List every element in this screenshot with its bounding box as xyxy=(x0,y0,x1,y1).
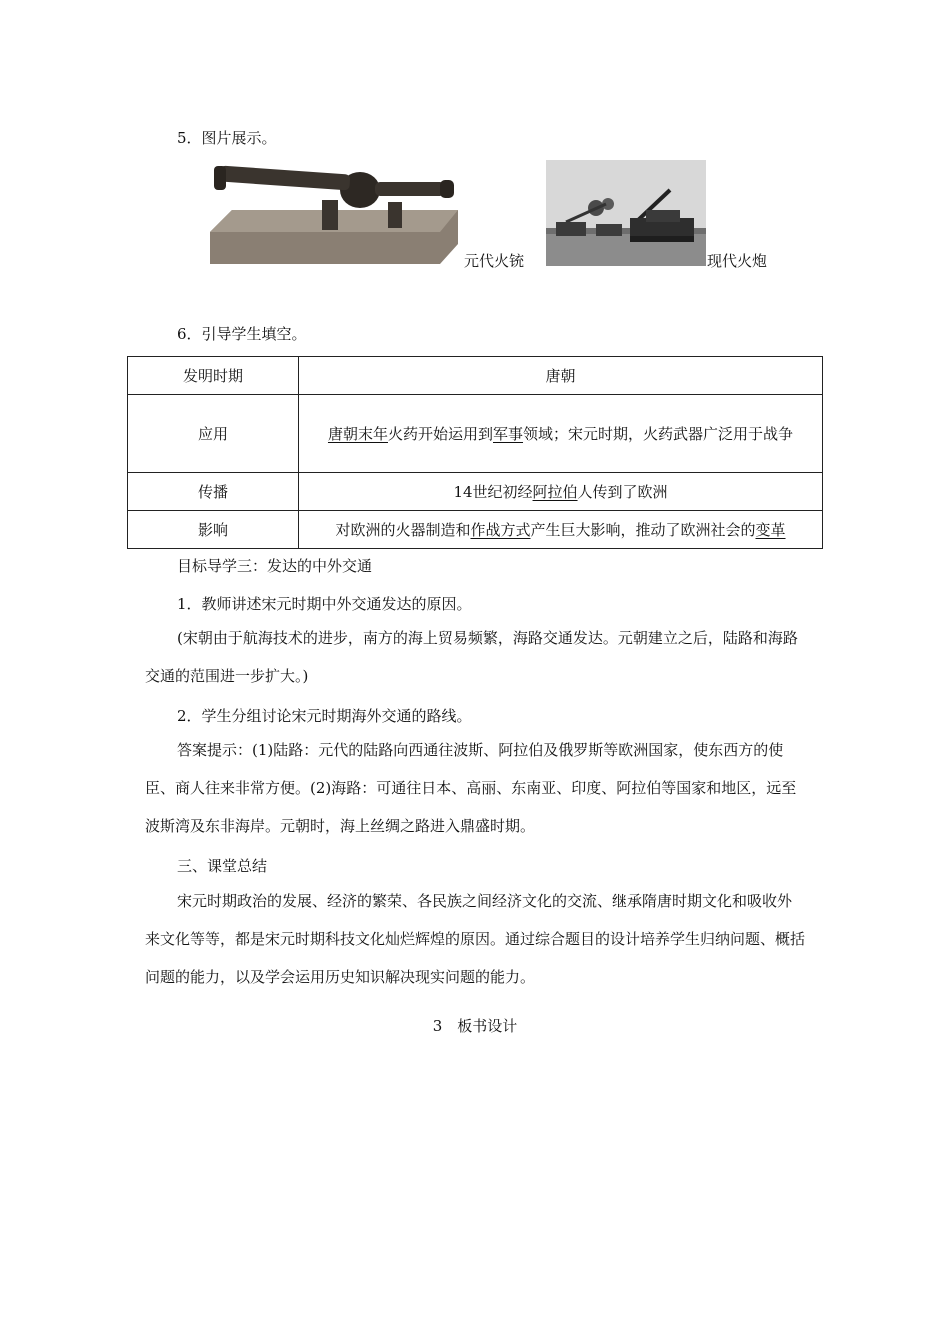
table-row xyxy=(128,395,823,473)
goal3-item2: 2．学生分组讨论宋元时期海外交通的路线。 xyxy=(177,707,472,725)
section6-heading: 6．引导学生填空。 xyxy=(177,325,307,343)
table-cell: 对欧洲的火器制造和作战方式产生巨大影响，推动了欧洲社会的变革 xyxy=(299,511,823,549)
blank-answer: 变革 xyxy=(755,521,786,539)
table-header-cell: 发明时期 xyxy=(128,357,299,395)
table-row-label: 应用 xyxy=(128,395,299,473)
summary-title: 三、课堂总结 xyxy=(177,857,268,875)
goal3-note1: (宋朝由于航海技术的进步，南方的海上贸易频繁，海路交通发达。元朝建立之后，陆路和海路交通的范围进一步扩大。) xyxy=(145,629,798,685)
blank-answer: 唐朝末年 xyxy=(327,424,388,443)
modern-artillery-image xyxy=(546,160,706,266)
table-cell: 14世纪初经阿拉伯人传到了欧洲 xyxy=(299,473,823,511)
table-row xyxy=(128,473,823,511)
section5-heading: 5．图片展示。 xyxy=(177,129,277,147)
yuan-cannon-caption: 元代火铳 xyxy=(464,252,525,270)
goal3-title: 目标导学三：发达的中外交通 xyxy=(177,557,373,575)
table-row-label: 影响 xyxy=(128,511,299,549)
blank-answer: 军事 xyxy=(493,424,524,443)
table-header-cell: 唐朝 xyxy=(299,357,823,395)
table-row xyxy=(128,511,823,549)
yuan-cannon-image xyxy=(210,160,460,266)
goal3-item1: 1．教师讲述宋元时期中外交通发达的原因。 xyxy=(177,595,472,613)
table-row-label: 传播 xyxy=(128,473,299,511)
gunpowder-table xyxy=(127,356,823,549)
blank-answer: 阿拉伯 xyxy=(532,483,578,501)
summary-text: 宋元时期政治的发展、经济的繁荣、各民族之间经济文化的交流、继承隋唐时期文化和吸收外来文化等等，都是宋元时期科技文化灿烂辉煌的原因。通过综合题目的设计培养学生归纳问题、概括问题的能力，以及学会运用历史知识解决现实问题的能力。 xyxy=(145,892,806,986)
modern-artillery-caption: 现代火炮 xyxy=(707,252,768,270)
board-design-title: 3 板书设计 xyxy=(432,1017,518,1035)
blank-answer: 作战方式 xyxy=(470,521,531,539)
table-cell: 唐朝末年火药开始运用到军事领域；宋元时期，火药武器广泛用于战争 xyxy=(299,395,823,473)
goal3-answer: 答案提示：(1)陆路：元代的陆路向西通往波斯、阿拉伯及俄罗斯等欧洲国家，使东西方的使臣、商人往来非常方便。(2)海路：可通往日本、高丽、东南亚、印度、阿拉伯等国家和地区，远至波斯湾及东非海岸。元朝时，海上丝绸之路进入鼎盛时期。 xyxy=(145,741,797,835)
table-row xyxy=(128,357,823,395)
